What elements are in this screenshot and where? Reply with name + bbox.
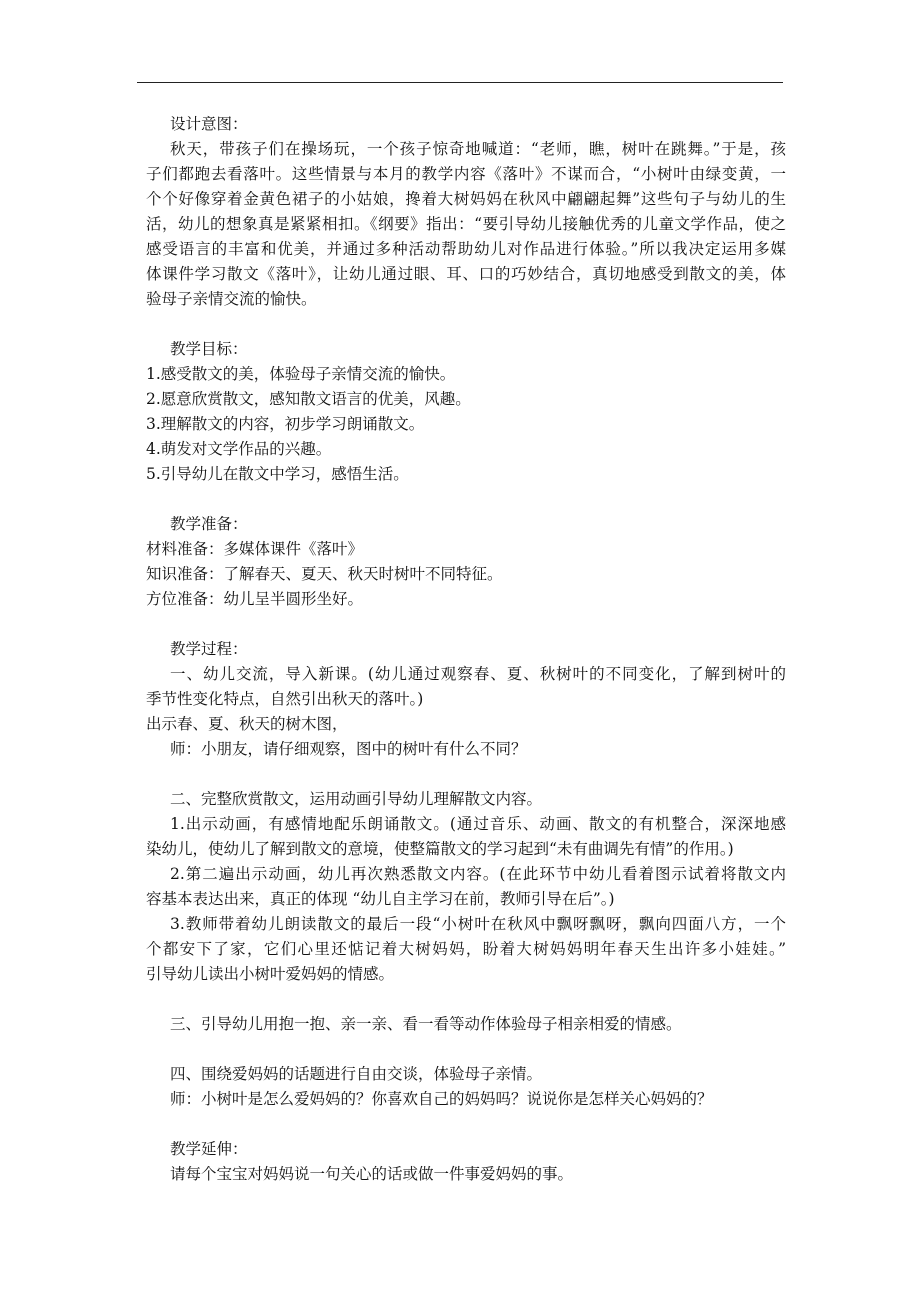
document-body <box>146 112 786 1187</box>
paragraph-line: 3.教师带着幼儿朗读散文的最后一段“小树叶在秋风中飘呀飘呀，飘向四面八方，一个 <box>170 915 786 933</box>
list-item: 材料准备：多媒体课件《落叶》 <box>146 540 364 558</box>
section-teaching-extension <box>146 1137 786 1187</box>
paragraph-line: 个都安下了家，它们心里还惦记着大树妈妈，盼着大树妈妈明年春天生出许多小娃娃。” <box>146 940 786 958</box>
list-item: 4.萌发对文学作品的兴趣。 <box>146 440 332 458</box>
paragraph-line: 三、引导幼儿用抱一抱、亲一亲、看一看等动作体验母子相亲相爱的情感。 <box>170 1015 682 1033</box>
section-heading: 教学准备： <box>170 515 248 533</box>
paragraph-line: 师：小朋友，请仔细观察，图中的树叶有什么不同？ <box>170 740 527 758</box>
list-item: 方位准备：幼儿呈半圆形坐好。 <box>146 590 364 608</box>
section-heading: 设计意图： <box>170 115 248 133</box>
paragraph-line: 秋天，带孩子们在操场玩，一个孩子惊奇地喊道：“老师，瞧，树叶在跳舞。”于是，孩 <box>170 140 786 158</box>
paragraph-line: 体课件学习散文《落叶》，让幼儿通过眼、耳、口的巧妙结合，真切地感受到散文的美，体 <box>146 265 786 283</box>
list-item: 知识准备：了解春天、夏天、秋天时树叶不同特征。 <box>146 565 503 583</box>
list-item: 1.感受散文的美，体验母子亲情交流的愉快。 <box>146 365 456 383</box>
list-item: 2.愿意欣赏散文，感知散文语言的优美，风趣。 <box>146 390 471 408</box>
section-heading: 教学过程： <box>170 640 248 658</box>
paragraph-line: 个个好像穿着金黄色裙子的小姑娘，搀着大树妈妈在秋风中翩翩起舞”这些句子与幼儿的生 <box>146 190 786 208</box>
section-teaching-process <box>146 637 786 1112</box>
process-step-4 <box>146 1062 786 1112</box>
paragraph-line: 子们都跑去看落叶。这些情景与本月的教学内容《落叶》不谋而合，“小树叶由绿变黄，一 <box>146 165 786 183</box>
section-heading: 教学目标： <box>170 340 248 358</box>
section-design-intent <box>146 112 786 312</box>
paragraph-line: 季节性变化特点，自然引出秋天的落叶。) <box>146 690 424 708</box>
header-rule <box>137 82 783 83</box>
paragraph-line: 容基本表达出来，真正的体现 “幼儿自主学习在前，教师引导在后”。) <box>146 890 615 908</box>
paragraph-line: 2.第二遍出示动画，幼儿再次熟悉散文内容。(在此环节中幼儿看着图示试着将散文内 <box>170 865 786 883</box>
list-item: 5.引导幼儿在散文中学习，感悟生活。 <box>146 465 409 483</box>
paragraph-line: 出示春、夏、秋天的树木图， <box>146 715 348 733</box>
paragraph-line: 活，幼儿的想象真是紧紧相扣。《纲要》指出：“要引导幼儿接触优秀的儿童文学作品，使之 <box>146 215 786 233</box>
paragraph-line: 验母子亲情交流的愉快。 <box>146 290 317 308</box>
paragraph-line: 请每个宝宝对妈妈说一句关心的话或做一件事爱妈妈的事。 <box>170 1165 574 1183</box>
process-step-1 <box>146 662 786 762</box>
paragraph-line: 1.出示动画，有感情地配乐朗诵散文。(通过音乐、动画、散文的有机整合，深深地感 <box>170 815 786 833</box>
paragraph-line: 一、幼儿交流，导入新课。(幼儿通过观察春、夏、秋树叶的不同变化，了解到树叶的 <box>170 665 786 683</box>
paragraph-line: 四、围绕爱妈妈的话题进行自由交谈，体验母子亲情。 <box>170 1065 543 1083</box>
paragraph-line: 染幼儿，使幼儿了解到散文的意境，使整篇散文的学习起到“未有曲调先有情”的作用。) <box>146 840 734 858</box>
process-step-2 <box>146 787 786 987</box>
list-item: 3.理解散文的内容，初步学习朗诵散文。 <box>146 415 425 433</box>
section-teaching-prep <box>146 512 786 612</box>
paragraph-line: 感受语言的丰富和优美，并通过多种活动帮助幼儿对作品进行体验。”所以我决定运用多媒 <box>146 240 786 258</box>
section-heading: 教学延伸： <box>170 1140 248 1158</box>
paragraph-line: 二、完整欣赏散文，运用动画引导幼儿理解散文内容。 <box>170 790 543 808</box>
paragraph-line: 引导幼儿读出小树叶爱妈妈的情感。 <box>146 965 395 983</box>
process-step-3 <box>146 1012 786 1037</box>
section-teaching-goals <box>146 337 786 487</box>
paragraph-line: 师：小树叶是怎么爱妈妈的？你喜欢自己的妈妈吗？说说你是怎样关心妈妈的？ <box>170 1090 713 1108</box>
